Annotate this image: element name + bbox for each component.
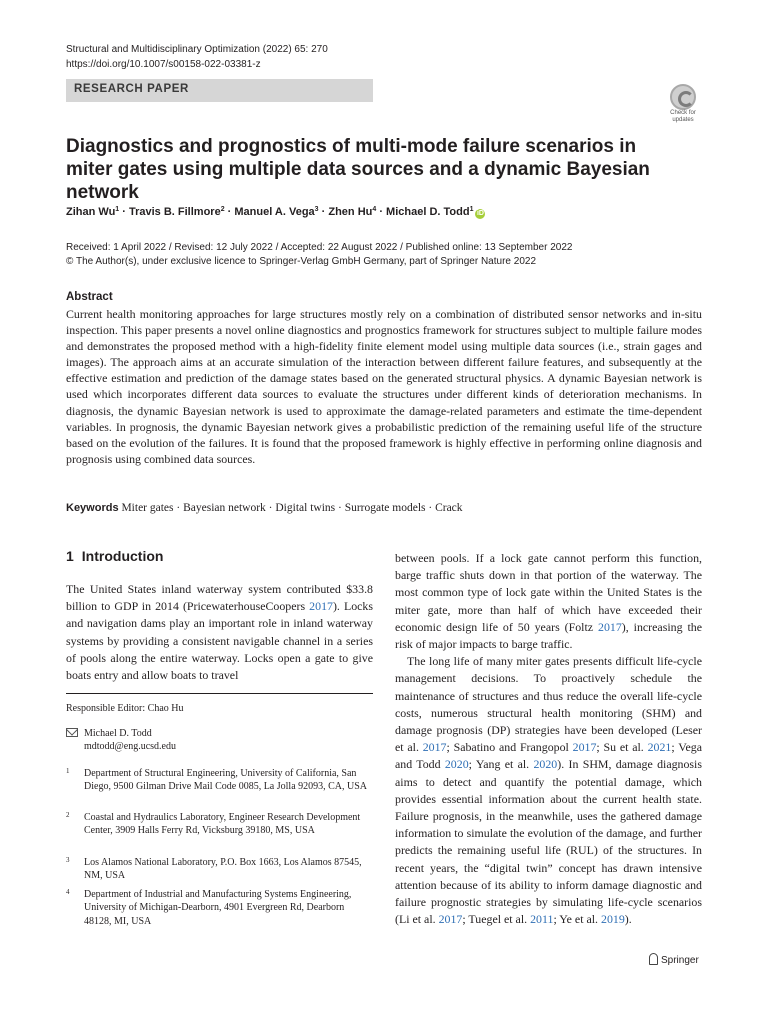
affiliation-number: 3 [66,856,70,864]
citation-link[interactable]: 2017 [438,912,463,927]
footnote-divider [66,693,373,694]
keywords-label: Keywords [66,502,119,514]
journal-header [66,42,328,72]
abstract-heading: Abstract [66,291,113,303]
author-name[interactable]: Zihan Wu [66,206,116,218]
body-text: ; Tuegel et al. [462,912,531,927]
author-separator: · [318,206,329,218]
corresponding-author-email[interactable]: mdtodd@eng.ucsd.edu [84,741,176,753]
affiliation-number: 4 [66,888,70,896]
affiliation-text: Department of Structural Engineering, University of California, San Diego, 9500 Gilman Drive Mail Code 0085, La Jolla 92093, CA, USA [84,768,368,793]
author-separator: · [224,206,235,218]
author-affiliation-mark: 1 [469,206,474,213]
citation-link[interactable]: 2017 [422,740,447,755]
citation-link[interactable]: 2017 [598,619,622,634]
citation-link[interactable]: 2019 [601,912,625,927]
author-affiliation-mark: 1 [115,206,120,213]
orcid-icon[interactable]: iD [476,210,484,217]
body-text: ). [624,912,632,927]
paper-title: Diagnostics and prognostics of multi-mode failure scenarios in miter gates using multiple data sources and a dynamic Bayesian network [66,136,650,203]
article-type-label: RESEARCH PAPER [74,83,189,95]
section-heading-introduction [66,548,163,564]
section-title: Introduction [81,548,164,564]
body-text: between pools. If a lock gate cannot perform this function, barge traffic shuts down in that portion of the waterway. The most common type of lock gate within the United States is the miter gate, more than half of which have exceeded their economic design life of 50 years (Foltz [395,551,702,634]
author-affiliation-mark: 2 [220,206,225,213]
citation-link[interactable]: 2011 [530,912,554,927]
copyright-line: © The Author(s), under exclusive licence to Springer-Verlag GmbH Germany, part of Springer Nature 2022 [66,256,536,267]
author-name[interactable]: Michael D. Todd [386,206,470,218]
responsible-editor: Responsible Editor: Chao Hu [66,703,184,714]
journal-citation: Structural and Multidisciplinary Optimization (2022) 65: 270 [66,44,328,55]
author-affiliation-mark: 4 [372,206,377,213]
citation-link[interactable]: 2017 [572,740,597,755]
intro-paragraph [395,550,702,653]
intro-paragraph [66,581,373,684]
author-separator: · [119,206,129,218]
body-text: ), increasing the risk of major impacts to barge traffic. [395,619,702,652]
citation-link[interactable]: 2021 [647,740,672,755]
springer-horse-icon [649,953,658,965]
body-text: ; Su et al. [596,740,648,755]
article-type-banner [66,79,373,102]
citation-link[interactable]: 2017 [309,599,333,614]
author-separator: · [376,206,387,218]
envelope-icon [66,728,78,737]
affiliation-text: Los Alamos National Laboratory, P.O. Box 1663, Los Alamos 87545, NM, USA [84,857,362,882]
section-number: 1 [66,548,74,564]
author-affiliation-mark: 3 [314,206,319,213]
check-for-updates-badge[interactable] [664,84,702,124]
left-column [66,581,373,684]
intro-paragraph [395,653,702,928]
corresponding-author-name: Michael D. Todd [84,728,152,739]
right-column [395,550,702,928]
author-list [66,203,485,219]
affiliation-number: 1 [66,767,70,775]
publication-history [66,241,572,269]
citation-link[interactable]: 2020 [444,757,469,772]
body-text: ). In SHM, damage diagnosis aims to detect and quantify the potential damage, which provides essential information about the current health state. Failure prognosis, in the meanwhile, uses the gathered damage information to simulate the evolution of the damage, and further predicts the remaining useful life (RUL) of the structures. In recent years, the “digital twin” concept has drawn intensive attention because of its ability to inform damage diagnostic and failure prognostic strategies by simulating life-cycle scenarios (Li et al. [395,757,702,927]
affiliation-number: 2 [66,811,70,819]
body-text: ; Ye et al. [553,912,601,927]
check-for-updates-icon [670,84,696,110]
body-text: The long life of many miter gates presents difficult life-cycle management decisions. To proactively schedule the maintenance of structures and thus reduce the overall life-cycle costs, numerous structural health monitoring (SHM) and damage prognosis (DP) strategies have been developed (Leser et al. [395,654,702,755]
publisher-name: Springer [661,955,699,966]
keywords-list: Miter gates · Bayesian network · Digital twins · Surrogate models · Crack [121,502,463,514]
author-name[interactable]: Travis B. Fillmore [128,206,221,218]
body-text: ; Yang et al. [468,757,534,772]
body-text: ). Locks and navigation dams play an important role in inland waterway systems by providing a consistent navigable channel in a series of pools along the entire waterway. Locks open a gate to give boats entry and allow boats to travel [66,599,373,683]
citation-link[interactable]: 2020 [533,757,558,772]
doi-link[interactable]: https://doi.org/10.1007/s00158-022-03381-z [66,59,261,70]
body-text: ; Vega and Todd [395,740,702,772]
affiliation-text: Department of Industrial and Manufacturing Systems Engineering, University of Michigan-Dearborn, 4901 Evergreen Rd, Dearborn 48128, MI, USA [84,889,352,927]
author-name[interactable]: Zhen Hu [328,206,373,218]
body-text: ; Sabatino and Frangopol [446,740,573,755]
abstract-text: Current health monitoring approaches for large structures mostly rely on a combination of distributed sensor networks and in-situ inspection. This paper presents a novel online diagnostics and prognostics framework for structures subject to multiple failure modes and demonstrates the proposed method with a high-fidelity finite element model using multiple data sources (i.e., strain gages and images). The approach aims at an accurate simulation of the interaction between different failure features, and subsequently at the effective estimation and prediction of the damage states based on the generated structural physics. A dynamic Bayesian network is used which incorporates different data sources to evaluate the structures under different kinds of deterioration mechanisms. In diagnosis, the dynamic Bayesian network is used to approximate the damage-related parameters and estimate the time-dependent variables. In prognosis, the dynamic Bayesian network gives a probabilistic prediction of the remaining useful life of the structure based on the evolution of the failures. It is found that the proposed framework is highly effective in performing online diagnosis and prognosis using combined data sources. [66,307,702,466]
keywords [66,501,463,515]
publication-dates: Received: 1 April 2022 / Revised: 12 July 2022 / Accepted: 22 August 2022 / Published online: 13 September 2022 [66,242,573,253]
affiliation-text: Coastal and Hydraulics Laboratory, Engineer Research Development Center, 3909 Halls Ferry Rd, Vicksburg 39180, MS, USA [84,812,361,837]
author-name[interactable]: Manuel A. Vega [234,206,315,218]
publisher-logo [649,953,699,967]
body-text: The United States inland waterway system contributed $33.8 billion to GDP in 2014 (PricewaterhouseCoopers [66,582,373,614]
check-for-updates-label: Check for updates [670,110,696,123]
